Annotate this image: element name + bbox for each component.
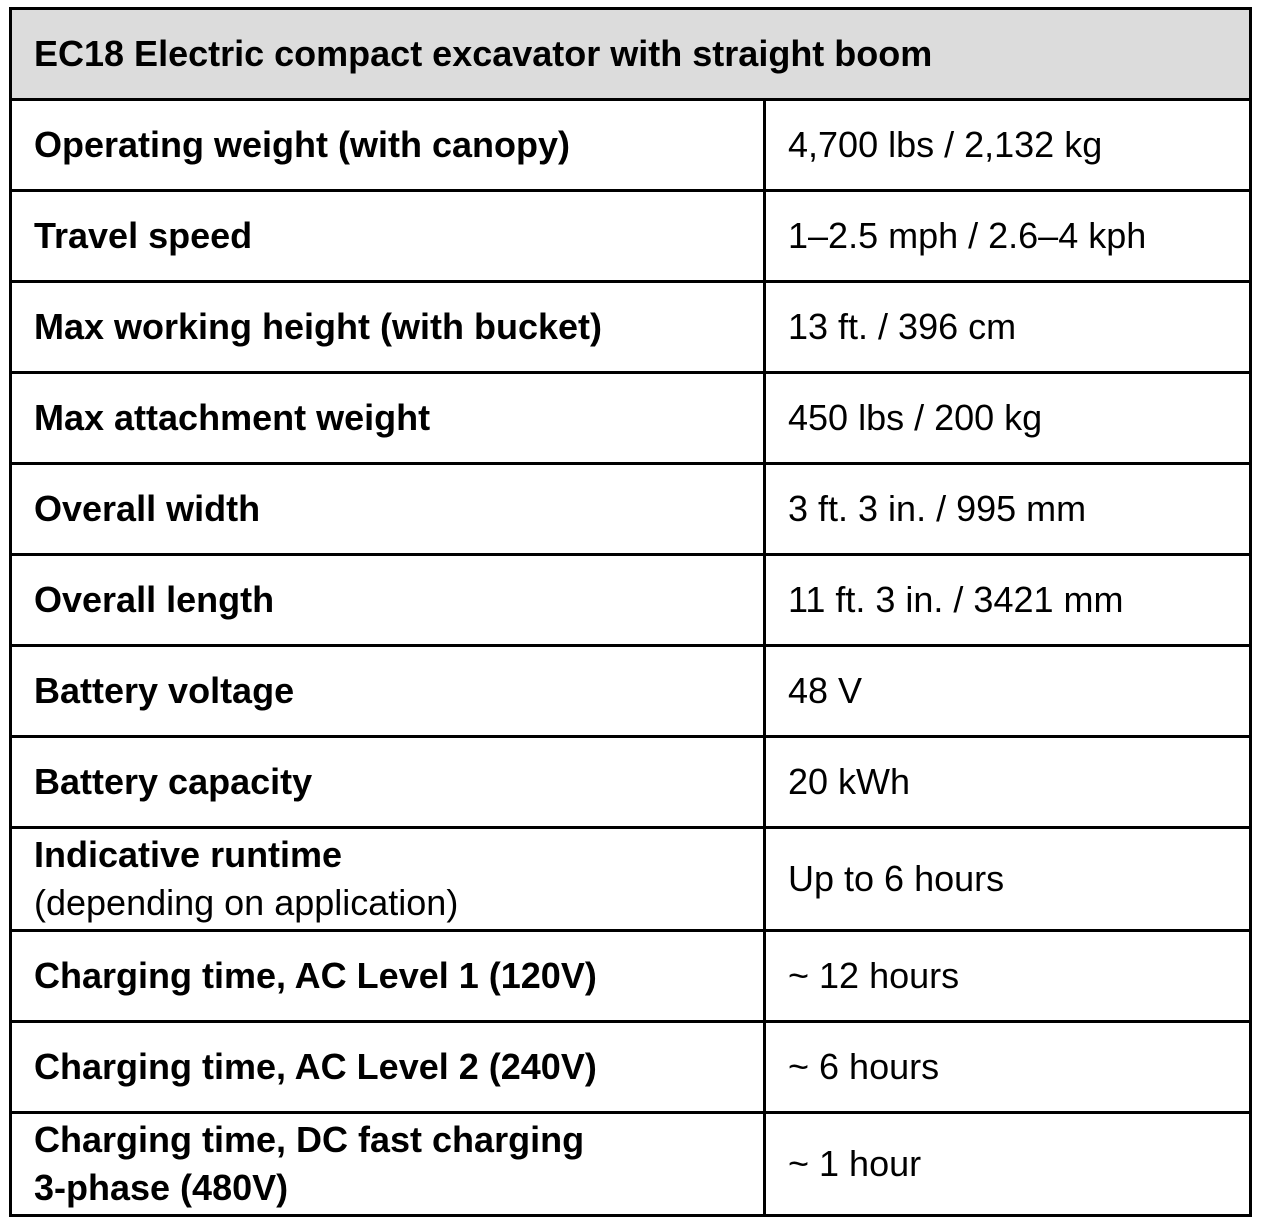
- spec-label: Indicative runtime: [34, 834, 343, 875]
- spec-label: Overall length: [11, 555, 765, 646]
- spec-value: ~ 12 hours: [765, 931, 1251, 1022]
- spec-label: Charging time, AC Level 2 (240V): [11, 1022, 765, 1113]
- spec-label: Battery capacity: [11, 737, 765, 828]
- table-row: [11, 100, 1251, 191]
- table-row: [11, 931, 1251, 1022]
- spec-value: 1–2.5 mph / 2.6–4 kph: [765, 191, 1251, 282]
- spec-label: Max attachment weight: [11, 373, 765, 464]
- spec-label-note: (depending on application): [34, 882, 459, 923]
- spec-value: Up to 6 hours: [765, 828, 1251, 931]
- table-row: [11, 555, 1251, 646]
- table-row: [11, 282, 1251, 373]
- spec-value: ~ 1 hour: [765, 1113, 1251, 1216]
- table-row: [11, 191, 1251, 282]
- spec-label: Travel speed: [11, 191, 765, 282]
- spec-value: 20 kWh: [765, 737, 1251, 828]
- table-row: [11, 464, 1251, 555]
- spec-value: ~ 6 hours: [765, 1022, 1251, 1113]
- spec-label: Overall width: [11, 464, 765, 555]
- spec-value: 11 ft. 3 in. / 3421 mm: [765, 555, 1251, 646]
- table-title: EC18 Electric compact excavator with straight boom: [11, 9, 1251, 100]
- spec-label-line-1: Charging time, DC fast charging: [34, 1119, 585, 1160]
- table-row: [11, 828, 1251, 931]
- spec-label: Battery voltage: [11, 646, 765, 737]
- spec-value: 3 ft. 3 in. / 995 mm: [765, 464, 1251, 555]
- spec-label: Max working height (with bucket): [11, 282, 765, 373]
- spec-value: 450 lbs / 200 kg: [765, 373, 1251, 464]
- table-row: [11, 646, 1251, 737]
- spec-label: Operating weight (with canopy): [11, 100, 765, 191]
- table-row: [11, 737, 1251, 828]
- table-header-row: [11, 9, 1251, 100]
- table-row: [11, 1022, 1251, 1113]
- table-row: [11, 373, 1251, 464]
- spec-value: 13 ft. / 396 cm: [765, 282, 1251, 373]
- spec-label-cell: [11, 1113, 765, 1216]
- spec-table: [9, 7, 1252, 1217]
- spec-value: 4,700 lbs / 2,132 kg: [765, 100, 1251, 191]
- spec-label-line-2: 3-phase (480V): [34, 1167, 289, 1208]
- spec-label-cell: [11, 828, 765, 931]
- spec-label: Charging time, AC Level 1 (120V): [11, 931, 765, 1022]
- spec-value: 48 V: [765, 646, 1251, 737]
- table-row: [11, 1113, 1251, 1216]
